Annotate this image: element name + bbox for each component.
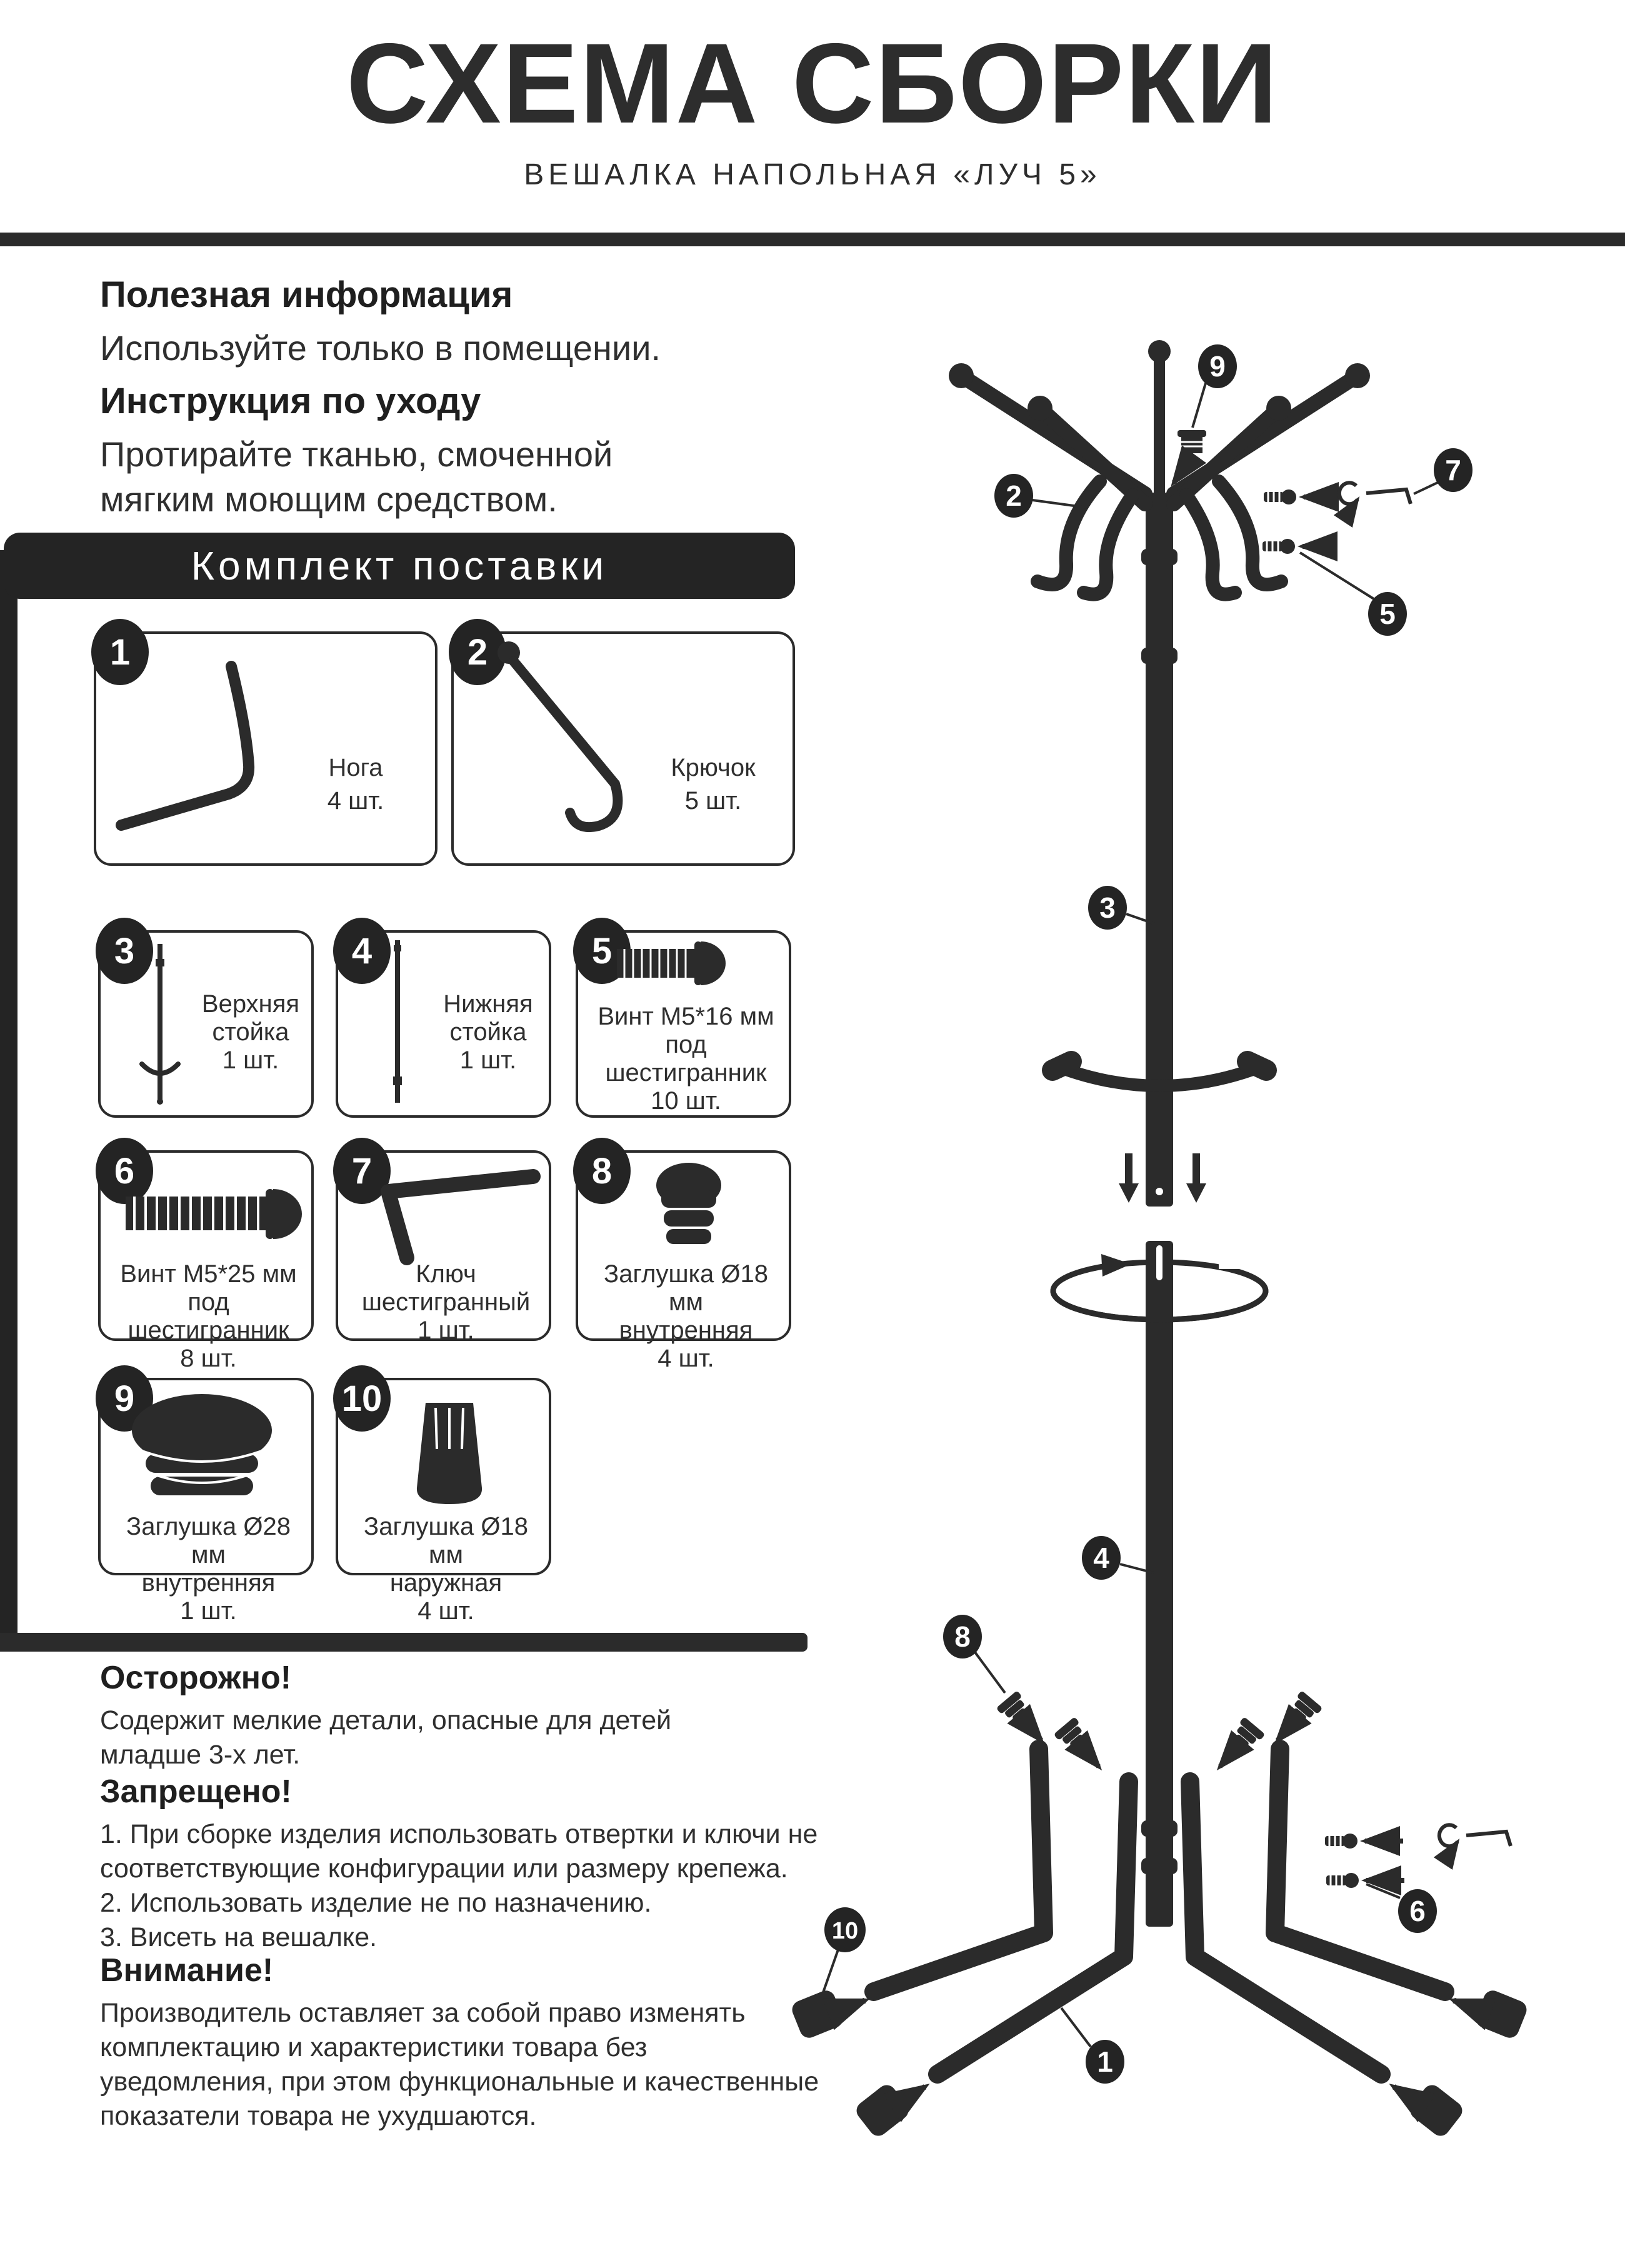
leg bbox=[1275, 1749, 1445, 1992]
kit-number-9: 9 bbox=[114, 1378, 135, 1419]
svg-text:7: 7 bbox=[1445, 454, 1461, 486]
callout-6 bbox=[1398, 1889, 1437, 1933]
callout-8 bbox=[943, 1615, 982, 1658]
svg-text:2: 2 bbox=[1006, 479, 1022, 512]
pole bbox=[1141, 340, 1178, 1927]
part-qty: 1 шт. bbox=[180, 1597, 237, 1625]
part-name2: внутренняя bbox=[619, 1317, 753, 1344]
caution-heading: Осторожно! bbox=[100, 1660, 292, 1696]
pole-notch bbox=[1156, 1245, 1162, 1280]
part-qty: 4 шт. bbox=[327, 787, 384, 815]
part-qty: 1 шт. bbox=[418, 1317, 474, 1344]
part-name: Винт М5*16 мм bbox=[598, 1003, 774, 1030]
part-name: Крючок bbox=[671, 754, 756, 781]
kit-number-3: 3 bbox=[114, 930, 135, 971]
top-screw-set bbox=[1262, 483, 1411, 554]
care-heading: Инструкция по уходу bbox=[100, 381, 481, 421]
svg-text:4: 4 bbox=[1093, 1542, 1109, 1574]
kit-number-6: 6 bbox=[114, 1150, 135, 1192]
part-name: Заглушка Ø28 мм bbox=[126, 1513, 291, 1568]
part-qty: 4 шт. bbox=[418, 1597, 474, 1625]
part-name2: под шестигранник bbox=[128, 1288, 289, 1344]
part-qty: 1 шт. bbox=[459, 1046, 517, 1074]
collar-ring bbox=[1141, 1858, 1178, 1874]
kit-number-5: 5 bbox=[591, 930, 612, 971]
svg-text:10: 10 bbox=[831, 1918, 859, 1944]
hook-curl bbox=[1186, 495, 1235, 595]
part-name: Заглушка Ø18 мм bbox=[604, 1260, 768, 1316]
svg-text:6: 6 bbox=[1409, 1895, 1426, 1927]
upper-pole bbox=[1146, 493, 1173, 1207]
forbidden-item: соответствующие конфигурации или размеру крепежа. bbox=[100, 1854, 788, 1884]
part-name2: стойка bbox=[449, 1018, 527, 1046]
collar-ring bbox=[1141, 648, 1178, 664]
callout-10 bbox=[824, 1907, 866, 1952]
part-name2: наружная bbox=[389, 1569, 502, 1597]
attention-line: показатели товара не ухудшаются. bbox=[100, 2101, 537, 2131]
svg-text:1: 1 bbox=[1097, 2045, 1113, 2078]
caution-line: младше 3-х лет. bbox=[100, 1740, 301, 1770]
svg-text:5: 5 bbox=[1379, 598, 1396, 630]
useful-info-text: Используйте только в помещении. bbox=[100, 328, 661, 368]
part-qty: 8 шт. bbox=[180, 1345, 237, 1372]
collar-ring bbox=[1141, 549, 1178, 565]
attention-line: комплектацию и характеристики товара без bbox=[100, 2032, 648, 2062]
forbidden-item: 2. Использовать изделие не по назначению. bbox=[100, 1888, 652, 1918]
kit-number-1: 1 bbox=[109, 631, 131, 673]
part-name: Ключ bbox=[416, 1260, 476, 1288]
callout-2 bbox=[994, 474, 1033, 518]
screw-hole bbox=[1156, 1188, 1163, 1195]
part-qty: 4 шт. bbox=[658, 1345, 714, 1372]
foot-caps bbox=[789, 1988, 1529, 2140]
finial-neck bbox=[1154, 351, 1165, 495]
page-subtitle: ВЕШАЛКА НАПОЛЬНАЯ «ЛУЧ 5» bbox=[524, 158, 1101, 191]
useful-info-heading: Полезная информация bbox=[100, 274, 513, 315]
part-name2: стойка bbox=[212, 1018, 289, 1046]
part-qty: 10 шт. bbox=[651, 1087, 721, 1115]
hook-curl bbox=[1038, 481, 1100, 585]
callout-3 bbox=[1088, 886, 1127, 930]
kit-number-10: 10 bbox=[341, 1378, 382, 1419]
callout-1 bbox=[1086, 2040, 1124, 2084]
collar-ring bbox=[1141, 1820, 1178, 1837]
svg-text:8: 8 bbox=[954, 1620, 971, 1653]
kit-number-4: 4 bbox=[351, 930, 372, 971]
svg-text:9: 9 bbox=[1209, 350, 1226, 383]
attention-line: Производитель оставляет за собой право изменять bbox=[100, 1998, 746, 2028]
callout-7 bbox=[1434, 448, 1472, 492]
hook-curl bbox=[1084, 495, 1132, 595]
part-name: Верхняя bbox=[201, 990, 300, 1018]
caution-line: Содержит мелкие детали, опасные для детей bbox=[100, 1705, 672, 1735]
attention-line: уведомления, при этом функциональные и качественные bbox=[100, 2067, 819, 2097]
leg bbox=[874, 1749, 1044, 1992]
part-name: Нижняя bbox=[443, 990, 533, 1018]
care-text-line2: мягким моющим средством. bbox=[100, 479, 558, 519]
forbidden-heading: Запрещено! bbox=[100, 1774, 292, 1810]
part-qty: 5 шт. bbox=[684, 787, 742, 815]
bottom-screw-set bbox=[1325, 1825, 1511, 1888]
forbidden-item: 1. При сборке изделия использовать отвертки и ключи не bbox=[100, 1819, 818, 1849]
callout-9 bbox=[1198, 344, 1237, 388]
part-name: Нога bbox=[328, 754, 383, 781]
kit-number-7: 7 bbox=[351, 1150, 372, 1192]
svg-text:3: 3 bbox=[1099, 891, 1116, 924]
part-name2: под шестигранник bbox=[605, 1031, 767, 1086]
part-qty: 1 шт. bbox=[222, 1046, 279, 1074]
part-name2: шестигранный bbox=[361, 1288, 531, 1316]
part-name: Заглушка Ø18 мм bbox=[364, 1513, 528, 1568]
page-title: СХЕМА СБОРКИ bbox=[346, 19, 1279, 147]
forbidden-item: 3. Висеть на вешалке. bbox=[100, 1922, 378, 1952]
callout-4 bbox=[1082, 1536, 1121, 1580]
kit-banner-label: Комплект поставки bbox=[191, 543, 608, 588]
callout-5 bbox=[1368, 592, 1407, 636]
part-name: Винт М5*25 мм bbox=[120, 1260, 297, 1288]
attention-heading: Внимание! bbox=[100, 1952, 274, 1989]
kit-number-8: 8 bbox=[591, 1150, 612, 1192]
kit-number-2: 2 bbox=[467, 631, 488, 673]
part-name2: внутренняя bbox=[141, 1569, 276, 1597]
care-text-line1: Протирайте тканью, смоченной bbox=[100, 434, 613, 474]
